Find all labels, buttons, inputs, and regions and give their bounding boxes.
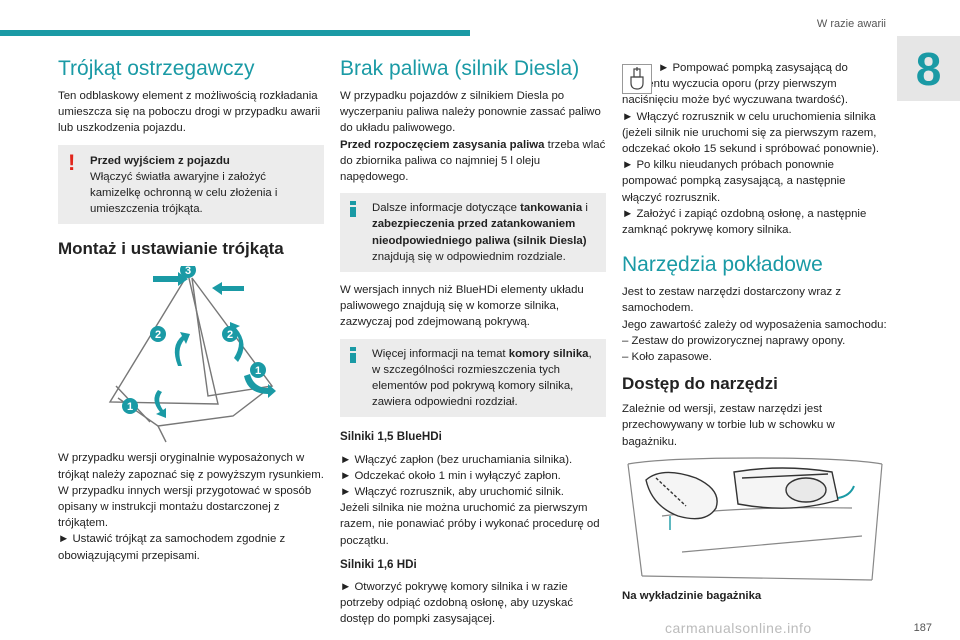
before-priming-rest: trzeba wlać do zbiornika paliwa co najmniej 5 l oleju napędowego. bbox=[340, 138, 606, 184]
warning-text: Włączyć światła awaryjne i założyć kamizelkę ochronną w celu złożenia i umieszczenia trójkąta. bbox=[90, 170, 278, 216]
trunk-illustration bbox=[622, 456, 888, 588]
figure-caption: Na wykładzinie bagażnika bbox=[622, 589, 762, 602]
column-out-of-fuel bbox=[340, 56, 606, 636]
list-item: – Koło zapasowe. bbox=[622, 351, 712, 364]
heading-access-tools: Dostęp do narzędzi bbox=[622, 374, 778, 394]
section-title: W razie awarii bbox=[816, 18, 886, 30]
heading-hdi: Silniki 1,6 HDi bbox=[340, 557, 417, 571]
heading-warning-triangle: Trójkąt ostrzegawczy bbox=[58, 57, 255, 80]
heading-triangle-assembly: Montaż i ustawianie trójkąta bbox=[58, 239, 284, 259]
trunk-figure bbox=[622, 456, 888, 588]
info-text: , w szczególności rozmieszczenia tych elementów pod pokrywą komory silnika, zawiera odpowiedni rozdział. bbox=[372, 347, 592, 409]
warning-title: Przed wyjściem z pojazdu bbox=[90, 154, 230, 167]
triangle-illustration bbox=[58, 266, 324, 444]
figure-label: 3 bbox=[184, 266, 192, 278]
info-text: Dalsze informacje dotyczące bbox=[372, 202, 521, 215]
priming-pump-icon bbox=[622, 64, 652, 94]
warning-box bbox=[58, 145, 324, 225]
info-bold: komory silnika bbox=[508, 347, 589, 360]
list-item: – Zestaw do prowizorycznej naprawy opony. bbox=[622, 334, 846, 347]
start-steps: ► Włączyć rozrusznik w celu uruchomienia silnika (jeżeli silnik nie uruchomi się za pierwszym razem, odczekać około 15 sekund i spróbować ponownie). ► Po kilku nieudanych próbach ponownie pompować pompką zasysającą, a następnie włączyć rozrusznik. ► Założyć i zapiąć ozdobną osłonę, a następnie zamknąć pokrywę komory silnika. bbox=[622, 110, 880, 237]
info-icon bbox=[350, 347, 356, 363]
watermark: carmanualsonline.info bbox=[665, 620, 812, 636]
para-original-triangle: W przypadku wersji oryginalnie wyposażonych w trójkąt należy zapoznać się z powyższym rysunkiem. bbox=[58, 452, 324, 481]
access-text: Zależnie od wersji, zestaw narzędzi jest przechowywany w torbie lub w schowku w bagażniku. bbox=[622, 403, 835, 448]
info-bold: tankowania bbox=[520, 202, 583, 215]
info-box-refuelling bbox=[340, 193, 606, 272]
tools-intro: Jest to zestaw narzędzi dostarczony wraz z samochodem. bbox=[622, 286, 842, 315]
top-accent-bar bbox=[0, 30, 470, 36]
tools-intro-2: Jego zawartość zależy od wyposażenia samochodu: bbox=[622, 318, 887, 331]
before-priming-bold: Przed rozpoczęciem zasysania paliwa bbox=[340, 138, 545, 151]
para-place-triangle: ► Ustawić trójkąt za samochodem zgodnie z obowiązującymi przepisami. bbox=[58, 533, 286, 562]
column-warning-triangle bbox=[58, 56, 324, 572]
figure-label: 1 bbox=[254, 365, 262, 378]
bluehdi-steps: ► Włączyć zapłon (bez uruchamiania silnika). ► Odczekać około 1 min i wyłączyć zapłon. ► Włączyć rozrusznik, aby uruchomić silnik. Jeżeli silnika nie można uruchomić za pierwszym razem, nie ponawiać próby i wykonać procedurę od początku. bbox=[340, 453, 600, 547]
page-number: 187 bbox=[913, 622, 932, 634]
heading-bluehdi: Silniki 1,5 BlueHDi bbox=[340, 430, 442, 444]
info-text: znajdują się w odpowiednim rozdziale. bbox=[372, 250, 566, 263]
intro-text: Ten odblaskowy element z możliwością rozkładania umieszcza się na poboczu drogi w przypadku awarii lub uszkodzenia pojazdu. bbox=[58, 90, 321, 135]
info-icon bbox=[350, 201, 356, 217]
para-other-versions: W przypadku innych wersji przygotować w sposób opisany w instrukcji montażu dostarczonej z trójkątem. bbox=[58, 484, 312, 530]
hdi-text: ► Otworzyć pokrywę komory silnika i w razie potrzeby odpiąć ozdobną osłonę, aby uzyskać dostęp do pompki zasysającej. bbox=[340, 581, 574, 626]
before-priming-text bbox=[340, 137, 606, 186]
chapter-number: 8 bbox=[897, 36, 960, 101]
para-versions: W wersjach innych niż BlueHDi elementy układu paliwowego znajdują się w komorze silnika, zazwyczaj pod zdejmowaną pokrywą. bbox=[340, 284, 584, 329]
info-box-engine-compartment bbox=[340, 339, 606, 418]
figure-label: 2 bbox=[226, 329, 234, 342]
warning-icon: ! bbox=[68, 149, 76, 175]
rotate-arrow-icon bbox=[154, 390, 166, 418]
intro-text: W przypadku pojazdów z silnikiem Diesla po wyczerpaniu paliwa należy ponownie zassać paliwo do układu paliwowego. bbox=[340, 90, 601, 135]
rotate-arrow-icon bbox=[175, 332, 190, 366]
figure-label: 1 bbox=[126, 401, 134, 414]
info-text: Więcej informacji na temat bbox=[372, 347, 509, 360]
triangle-figure bbox=[58, 266, 324, 444]
info-bold: zabezpieczenia przed zatankowaniem nieodpowiedniego paliwa (silnik Diesla) bbox=[372, 218, 587, 247]
figure-label: 2 bbox=[154, 329, 162, 342]
info-text: i bbox=[582, 202, 588, 215]
heading-onboard-tools: Narzędzia pokładowe bbox=[622, 253, 823, 277]
arrow-icon bbox=[212, 282, 244, 295]
column-tools bbox=[622, 56, 888, 604]
pump-text: ► Pompować pompką zasysającą do momentu wyczucia oporu (przy pierwszym naciśnięciu może być wyczuwana twardość). bbox=[622, 62, 849, 107]
pump-instruction bbox=[622, 60, 888, 109]
heading-out-of-fuel: Brak paliwa (silnik Diesla) bbox=[340, 57, 580, 80]
